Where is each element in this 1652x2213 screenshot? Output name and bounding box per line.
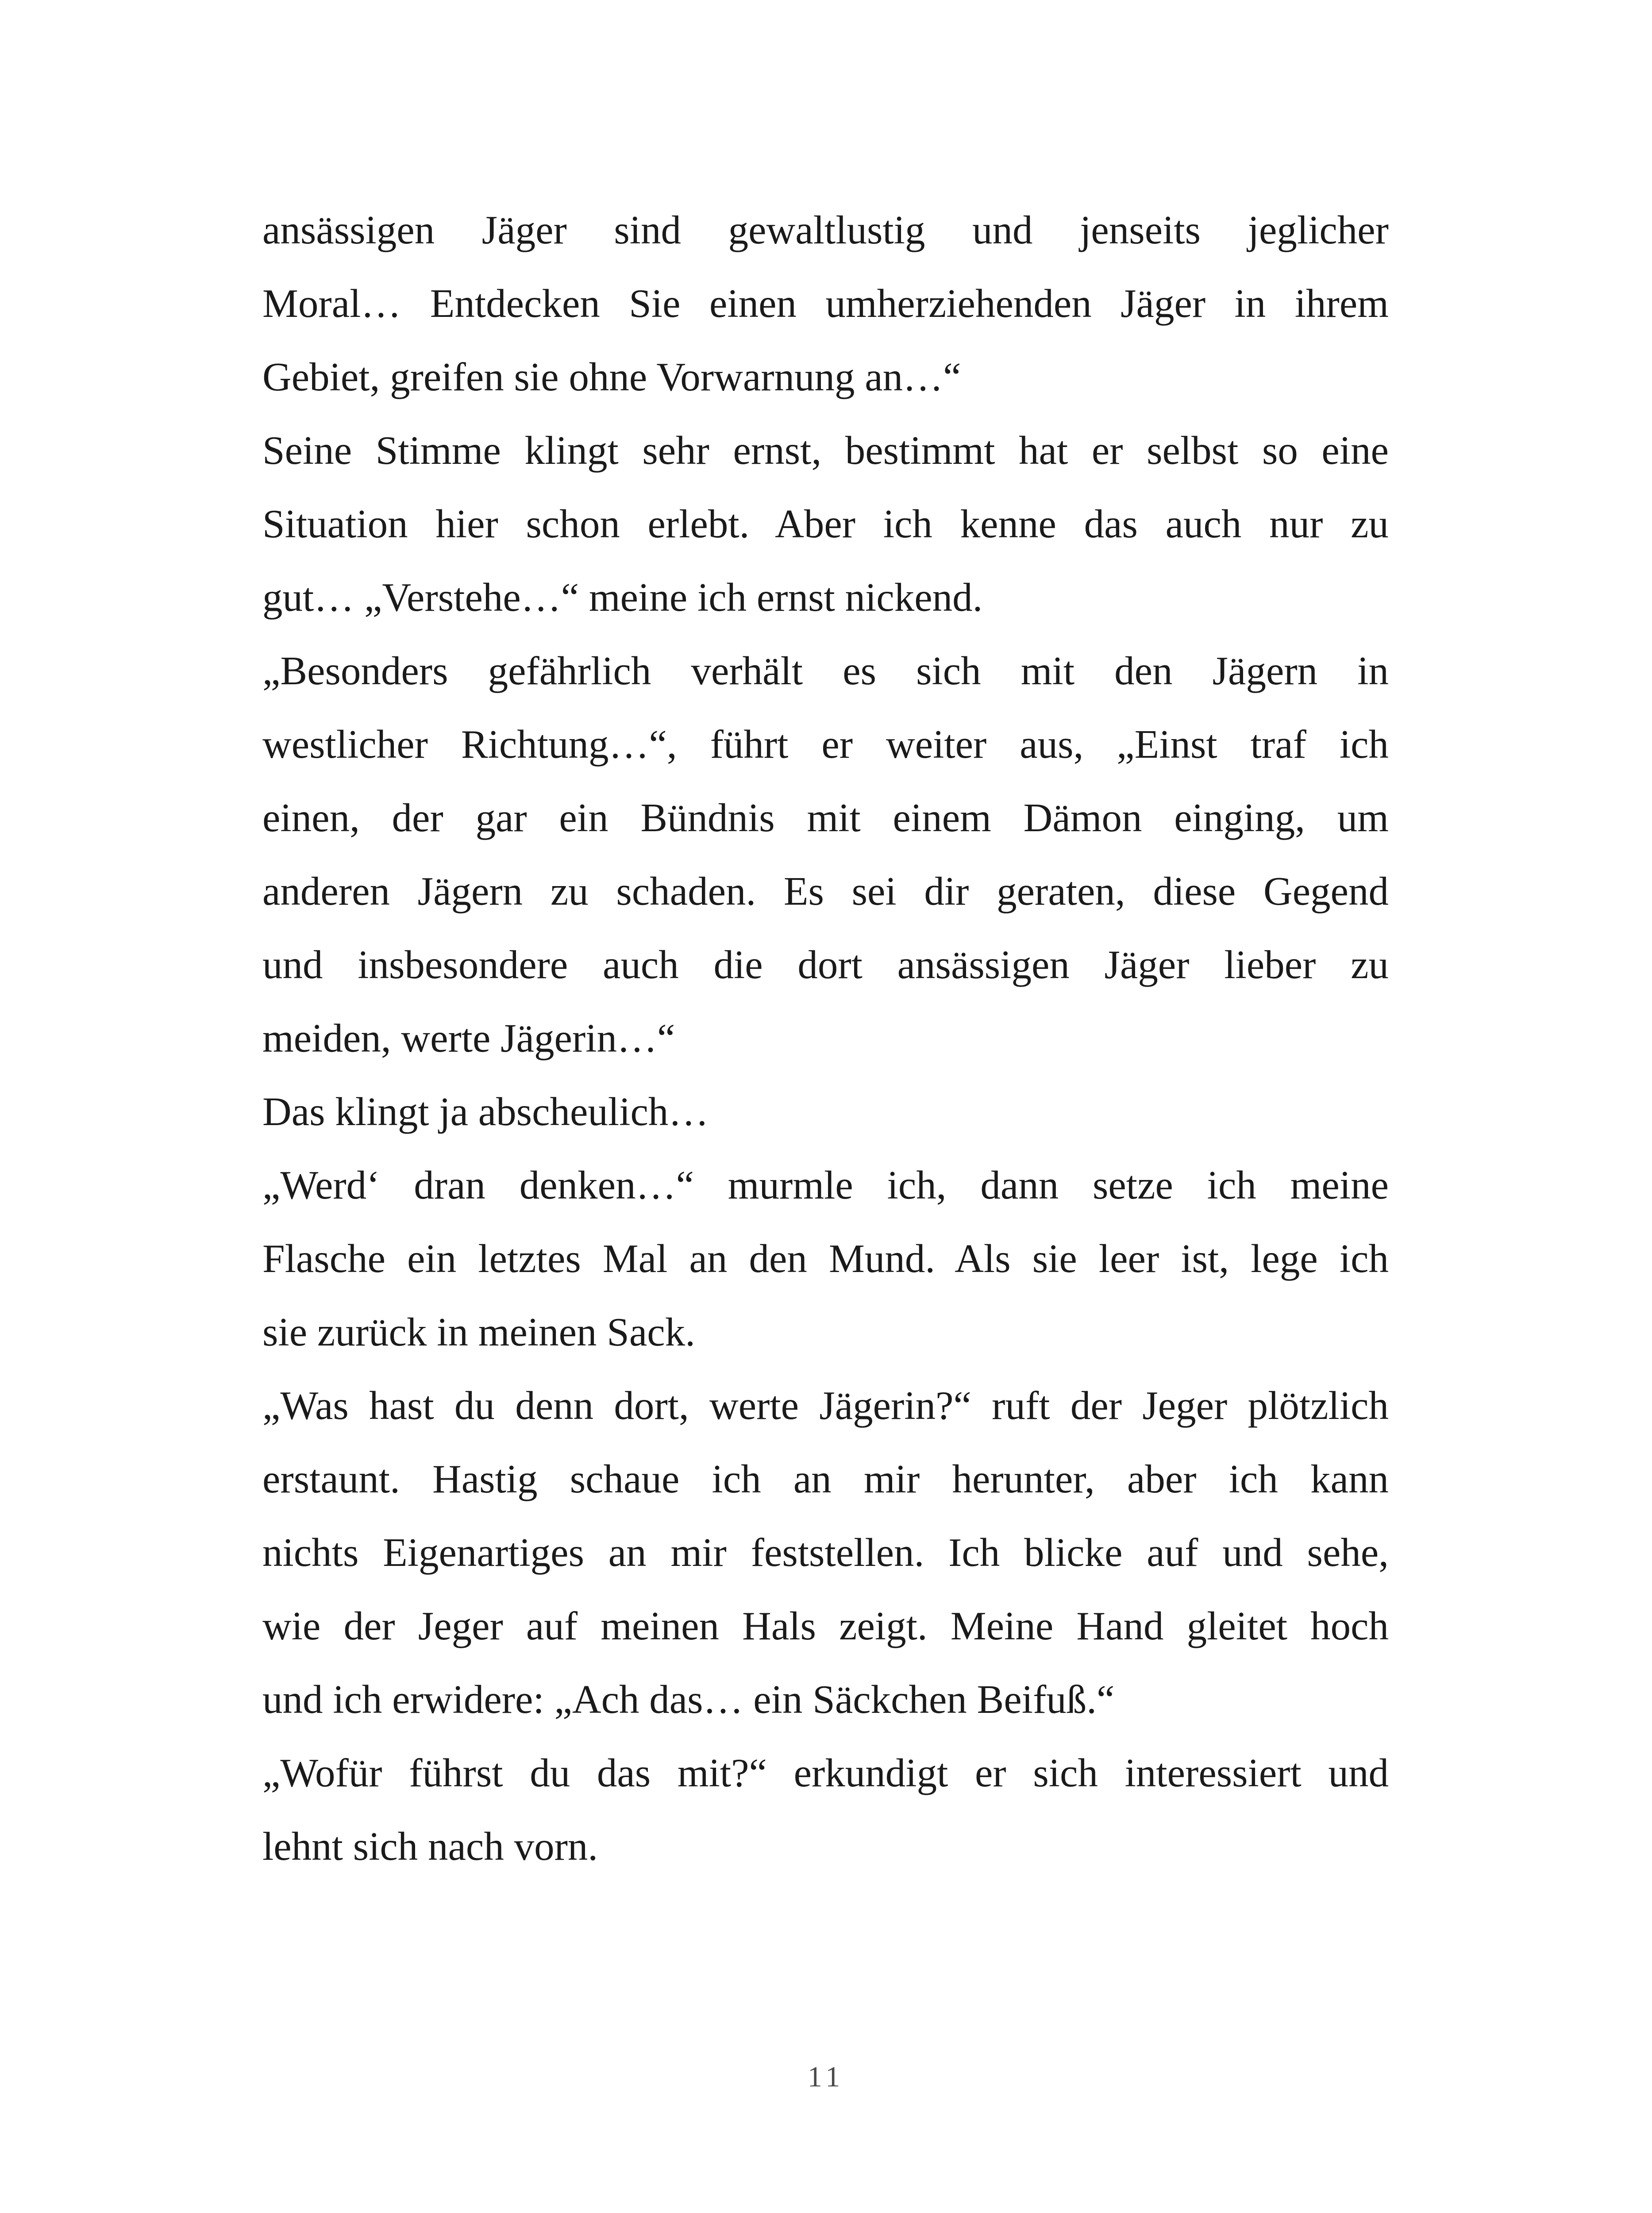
text-line: sie zurück in meinen Sack. xyxy=(262,1310,695,1354)
text-line: und insbesondere auch die dort ansässigen Jäger lieber zu xyxy=(262,942,1389,987)
text-line: Situation hier schon erlebt. Aber ich kenne das auch nur zu xyxy=(262,501,1389,546)
text-line: „Besonders gefährlich verhält es sich mit den Jägern in xyxy=(262,648,1389,693)
text-line: erstaunt. Hastig schaue ich an mir herunter, aber ich kann xyxy=(262,1457,1389,1501)
text-line: „Wofür führst du das mit?“ erkundigt er sich interessiert und xyxy=(262,1750,1389,1795)
page-number: 11 xyxy=(807,2061,845,2093)
text-line: ansässigen Jäger sind gewaltlustig und jenseits jeglicher xyxy=(262,208,1389,252)
text-line: und ich erwidere: „Ach das… ein Säckchen Beifuß.“ xyxy=(262,1677,1115,1722)
text-line: gut… „Verstehe…“ meine ich ernst nickend. xyxy=(262,575,983,620)
text-line: nichts Eigenartiges an mir feststellen. Ich blicke auf und sehe, xyxy=(262,1530,1389,1575)
text-line: Seine Stimme klingt sehr ernst, bestimmt hat er selbst so eine xyxy=(262,428,1389,473)
text-line: Moral… Entdecken Sie einen umherziehenden Jäger in ihrem xyxy=(262,281,1389,326)
text-line: westlicher Richtung…“, führt er weiter aus, „Einst traf ich xyxy=(262,722,1389,767)
text-line: „Werd‘ dran denken…“ murmle ich, dann setze ich meine xyxy=(262,1163,1389,1207)
text-line: Gebiet, greifen sie ohne Vorwarnung an…“ xyxy=(262,355,961,399)
text-line: lehnt sich nach vorn. xyxy=(262,1824,598,1869)
text-line: anderen Jägern zu schaden. Es sei dir geraten, diese Gegend xyxy=(262,869,1389,914)
text-line: Das klingt ja abscheulich… xyxy=(262,1089,709,1134)
text-line: „Was hast du denn dort, werte Jägerin?“ ruft der Jeger plötzlich xyxy=(262,1383,1389,1428)
text-line: meiden, werte Jägerin…“ xyxy=(262,1016,675,1060)
text-line: Flasche ein letztes Mal an den Mund. Als sie leer ist, lege ich xyxy=(262,1236,1389,1281)
text-line: einen, der gar ein Bündnis mit einem Dämon einging, um xyxy=(262,795,1389,840)
body-text xyxy=(262,193,1389,1883)
text-line: wie der Jeger auf meinen Hals zeigt. Meine Hand gleitet hoch xyxy=(262,1604,1389,1648)
